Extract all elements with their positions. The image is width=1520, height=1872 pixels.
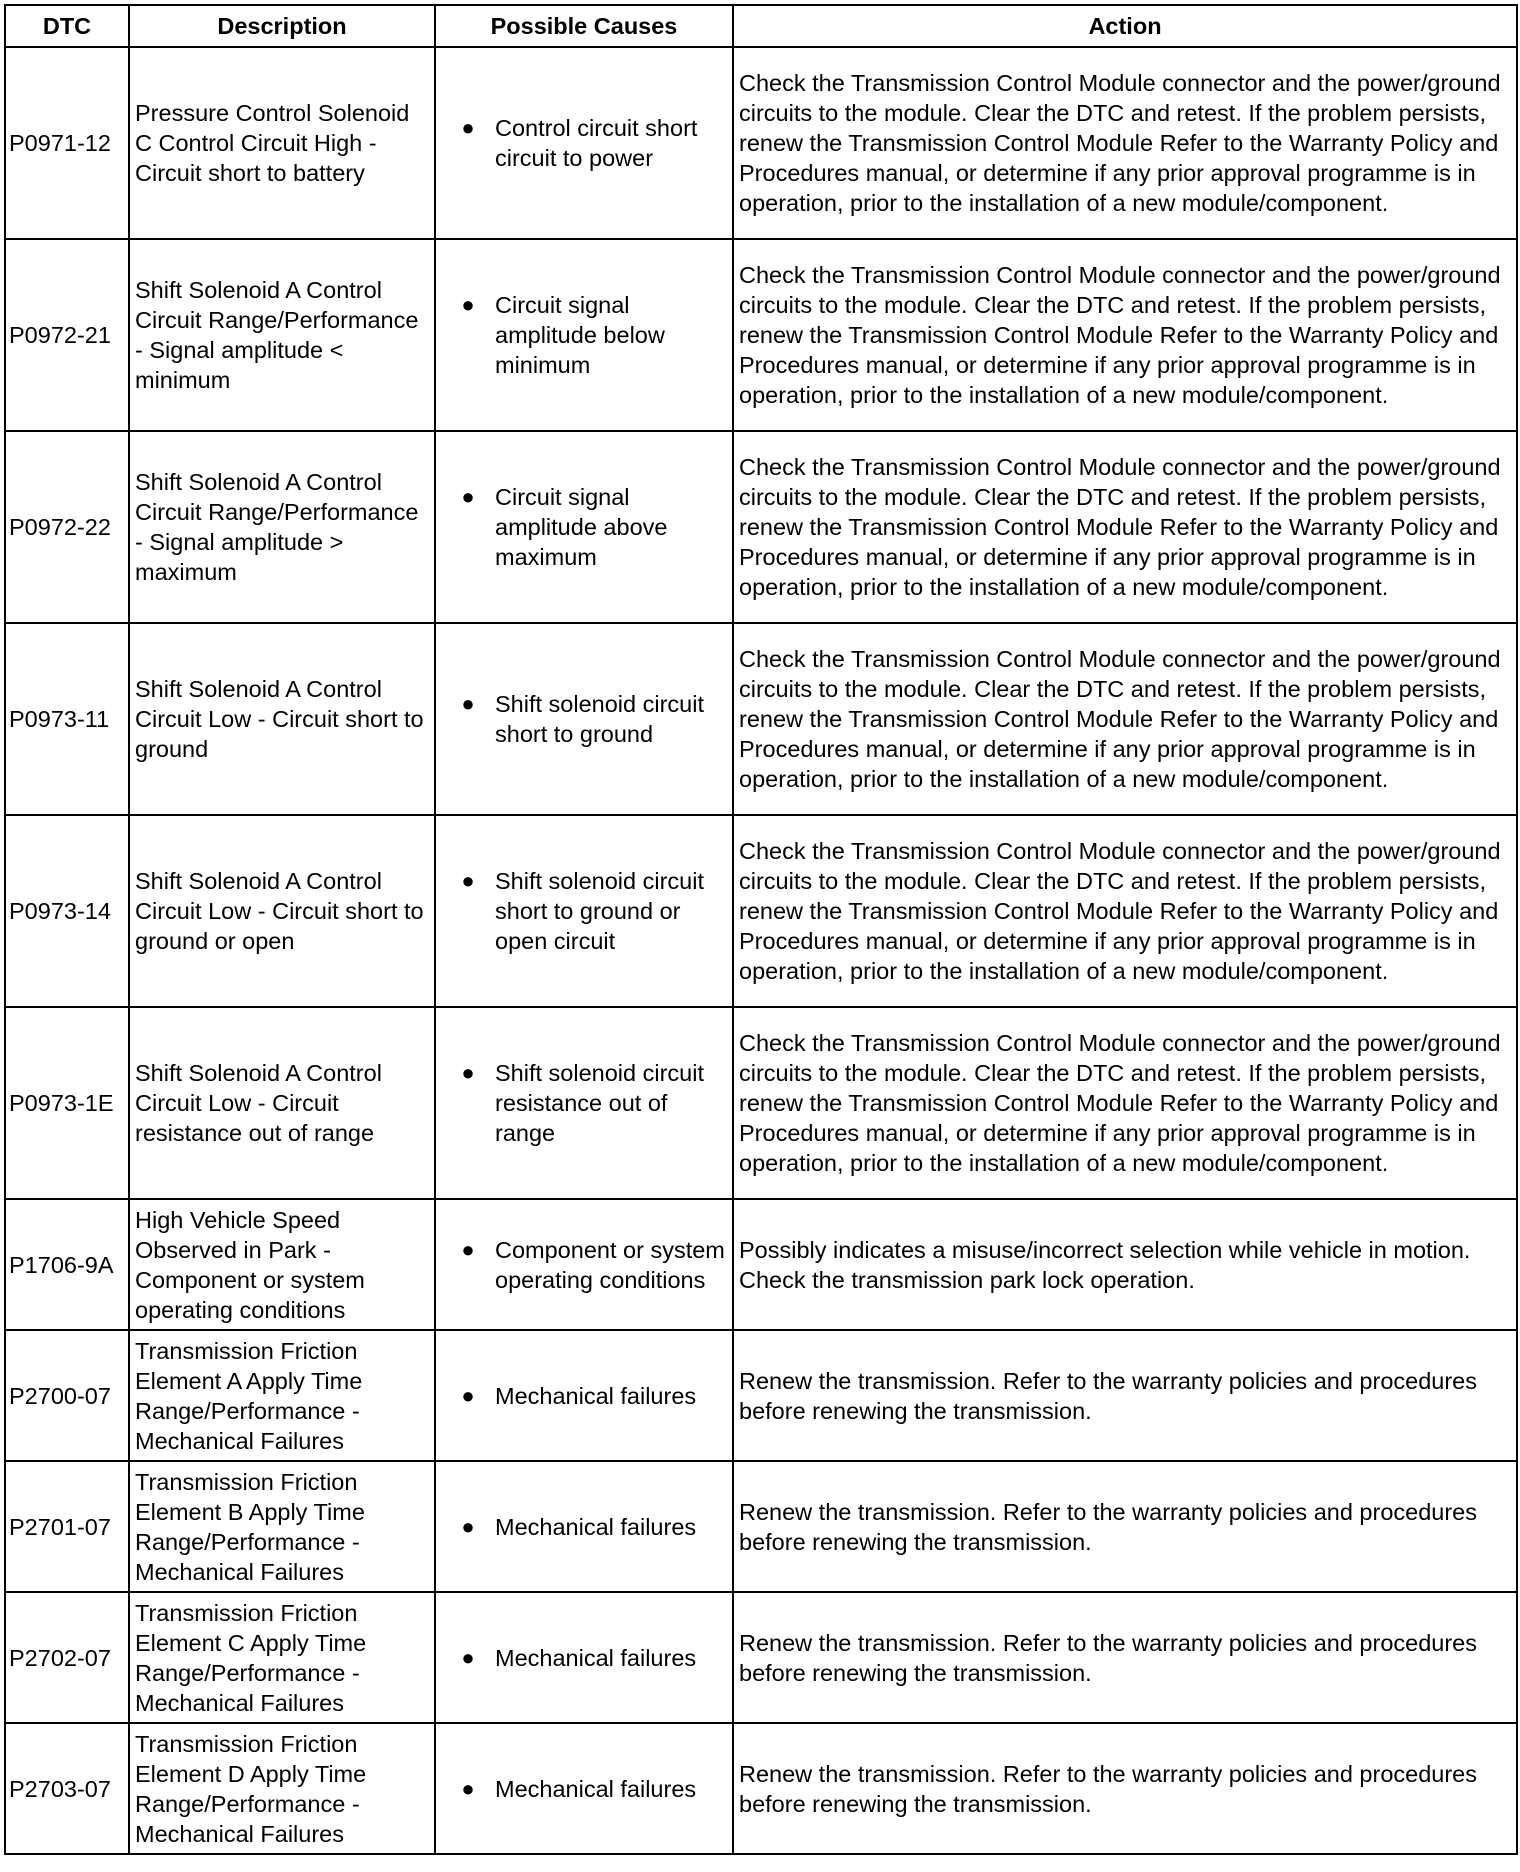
possible-cause-text: Component or system operating conditions (495, 1236, 725, 1293)
header-possible-causes: Possible Causes (435, 5, 733, 47)
table-row (5, 1330, 1517, 1461)
header-description: Description (129, 5, 435, 47)
possible-cause-text: Circuit signal amplitude below minimum (495, 292, 665, 378)
dtc-code: P2703-07 (5, 1723, 129, 1854)
possible-cause-cell (435, 1007, 733, 1199)
bullet-icon: ● (461, 484, 475, 509)
possible-cause-list-item (441, 290, 727, 380)
possible-cause-cell (435, 1461, 733, 1592)
possible-cause-text: Mechanical failures (495, 1775, 697, 1802)
possible-cause-text: Mechanical failures (495, 1644, 697, 1671)
possible-cause-text: Mechanical failures (495, 1382, 697, 1409)
bullet-icon: ● (461, 868, 475, 893)
dtc-action: Check the Transmission Control Module connector and the power/ground circuits to the module. Clear the DTC and retest. If the problem persists, renew the Transmission Control Module Refer to the Warranty Policy and Procedures manual, or determine if any prior approval programme is in operation, prior to the installation of a new module/component. (733, 431, 1517, 623)
dtc-action: Check the Transmission Control Module connector and the power/ground circuits to the module. Clear the DTC and retest. If the problem persists, renew the Transmission Control Module Refer to the Warranty Policy and Procedures manual, or determine if any prior approval programme is in operation, prior to the installation of a new module/component. (733, 239, 1517, 431)
header-action: Action (733, 5, 1517, 47)
possible-cause-list-item (441, 1774, 727, 1804)
possible-cause-list-item (441, 866, 727, 956)
dtc-description: Pressure Control Solenoid C Control Circuit High - Circuit short to battery (129, 47, 435, 239)
dtc-action: Renew the transmission. Refer to the warranty policies and procedures before renewing the transmission. (733, 1330, 1517, 1461)
possible-cause-list-item (441, 1643, 727, 1673)
dtc-action: Possibly indicates a misuse/incorrect selection while vehicle in motion. Check the transmission park lock operation. (733, 1199, 1517, 1330)
dtc-code: P0971-12 (5, 47, 129, 239)
dtc-table (4, 4, 1518, 1855)
dtc-description: High Vehicle Speed Observed in Park - Component or system operating conditions (129, 1199, 435, 1330)
dtc-description: Shift Solenoid A Control Circuit Low - Circuit resistance out of range (129, 1007, 435, 1199)
dtc-code: P2700-07 (5, 1330, 129, 1461)
possible-cause-text: Shift solenoid circuit resistance out of range (495, 1060, 704, 1146)
possible-cause-list-item (441, 482, 727, 572)
dtc-action: Check the Transmission Control Module connector and the power/ground circuits to the module. Clear the DTC and retest. If the problem persists, renew the Transmission Control Module Refer to the Warranty Policy and Procedures manual, or determine if any prior approval programme is in operation, prior to the installation of a new module/component. (733, 815, 1517, 1007)
table-row (5, 1199, 1517, 1330)
header-dtc: DTC (5, 5, 129, 47)
table-body (5, 47, 1517, 1854)
dtc-description: Shift Solenoid A Control Circuit Low - Circuit short to ground or open (129, 815, 435, 1007)
dtc-description: Transmission Friction Element A Apply Time Range/Performance - Mechanical Failures (129, 1330, 435, 1461)
dtc-description: Shift Solenoid A Control Circuit Range/Performance - Signal amplitude < minimum (129, 239, 435, 431)
dtc-description: Transmission Friction Element C Apply Time Range/Performance - Mechanical Failures (129, 1592, 435, 1723)
dtc-code: P0973-1E (5, 1007, 129, 1199)
possible-cause-cell (435, 1330, 733, 1461)
table-row (5, 1592, 1517, 1723)
possible-cause-text: Control circuit short circuit to power (495, 115, 698, 171)
bullet-icon: ● (461, 1236, 475, 1262)
possible-cause-list-item (441, 1058, 727, 1148)
dtc-action: Check the Transmission Control Module connector and the power/ground circuits to the module. Clear the DTC and retest. If the problem persists, renew the Transmission Control Module Refer to the Warranty Policy and Procedures manual, or determine if any prior approval programme is in operation, prior to the installation of a new module/component. (733, 47, 1517, 239)
bullet-icon: ● (461, 1382, 475, 1408)
dtc-code: P0973-14 (5, 815, 129, 1007)
possible-cause-list-item (441, 1381, 727, 1411)
bullet-icon: ● (461, 292, 475, 317)
possible-cause-text: Shift solenoid circuit short to ground or open circuit (495, 868, 704, 954)
possible-cause-cell (435, 1723, 733, 1854)
table-row (5, 47, 1517, 239)
dtc-description: Transmission Friction Element D Apply Time Range/Performance - Mechanical Failures (129, 1723, 435, 1854)
dtc-description: Shift Solenoid A Control Circuit Low - Circuit short to ground (129, 623, 435, 815)
bullet-icon: ● (461, 115, 475, 140)
dtc-description: Shift Solenoid A Control Circuit Range/Performance - Signal amplitude > maximum (129, 431, 435, 623)
dtc-action: Renew the transmission. Refer to the warranty policies and procedures before renewing the transmission. (733, 1461, 1517, 1592)
possible-cause-cell (435, 1592, 733, 1723)
bullet-icon: ● (461, 1513, 475, 1539)
bullet-icon: ● (461, 1775, 475, 1801)
possible-cause-cell (435, 815, 733, 1007)
dtc-code: P0972-22 (5, 431, 129, 623)
possible-cause-cell (435, 623, 733, 815)
dtc-action: Renew the transmission. Refer to the warranty policies and procedures before renewing the transmission. (733, 1592, 1517, 1723)
possible-cause-text: Shift solenoid circuit short to ground (495, 691, 704, 747)
table-row (5, 815, 1517, 1007)
table-row (5, 1007, 1517, 1199)
bullet-icon: ● (461, 691, 475, 716)
dtc-code: P2702-07 (5, 1592, 129, 1723)
possible-cause-cell (435, 47, 733, 239)
possible-cause-list-item (441, 113, 727, 173)
possible-cause-list-item (441, 1512, 727, 1542)
dtc-description: Transmission Friction Element B Apply Time Range/Performance - Mechanical Failures (129, 1461, 435, 1592)
table-row (5, 431, 1517, 623)
possible-cause-list-item (441, 689, 727, 749)
dtc-code: P0972-21 (5, 239, 129, 431)
header-row (5, 5, 1517, 47)
dtc-document (4, 4, 1518, 1855)
table-row (5, 1461, 1517, 1592)
bullet-icon: ● (461, 1060, 475, 1085)
table-row (5, 623, 1517, 815)
possible-cause-cell (435, 431, 733, 623)
table-row (5, 239, 1517, 431)
possible-cause-text: Circuit signal amplitude above maximum (495, 484, 668, 570)
dtc-action: Check the Transmission Control Module connector and the power/ground circuits to the module. Clear the DTC and retest. If the problem persists, renew the Transmission Control Module Refer to the Warranty Policy and Procedures manual, or determine if any prior approval programme is in operation, prior to the installation of a new module/component. (733, 1007, 1517, 1199)
dtc-code: P0973-11 (5, 623, 129, 815)
dtc-code: P1706-9A (5, 1199, 129, 1330)
dtc-code: P2701-07 (5, 1461, 129, 1592)
table-row (5, 1723, 1517, 1854)
possible-cause-cell (435, 239, 733, 431)
possible-cause-list-item (441, 1235, 727, 1295)
possible-cause-text: Mechanical failures (495, 1513, 697, 1540)
dtc-action: Renew the transmission. Refer to the warranty policies and procedures before renewing the transmission. (733, 1723, 1517, 1854)
bullet-icon: ● (461, 1644, 475, 1670)
possible-cause-cell (435, 1199, 733, 1330)
dtc-action: Check the Transmission Control Module connector and the power/ground circuits to the module. Clear the DTC and retest. If the problem persists, renew the Transmission Control Module Refer to the Warranty Policy and Procedures manual, or determine if any prior approval programme is in operation, prior to the installation of a new module/component. (733, 623, 1517, 815)
